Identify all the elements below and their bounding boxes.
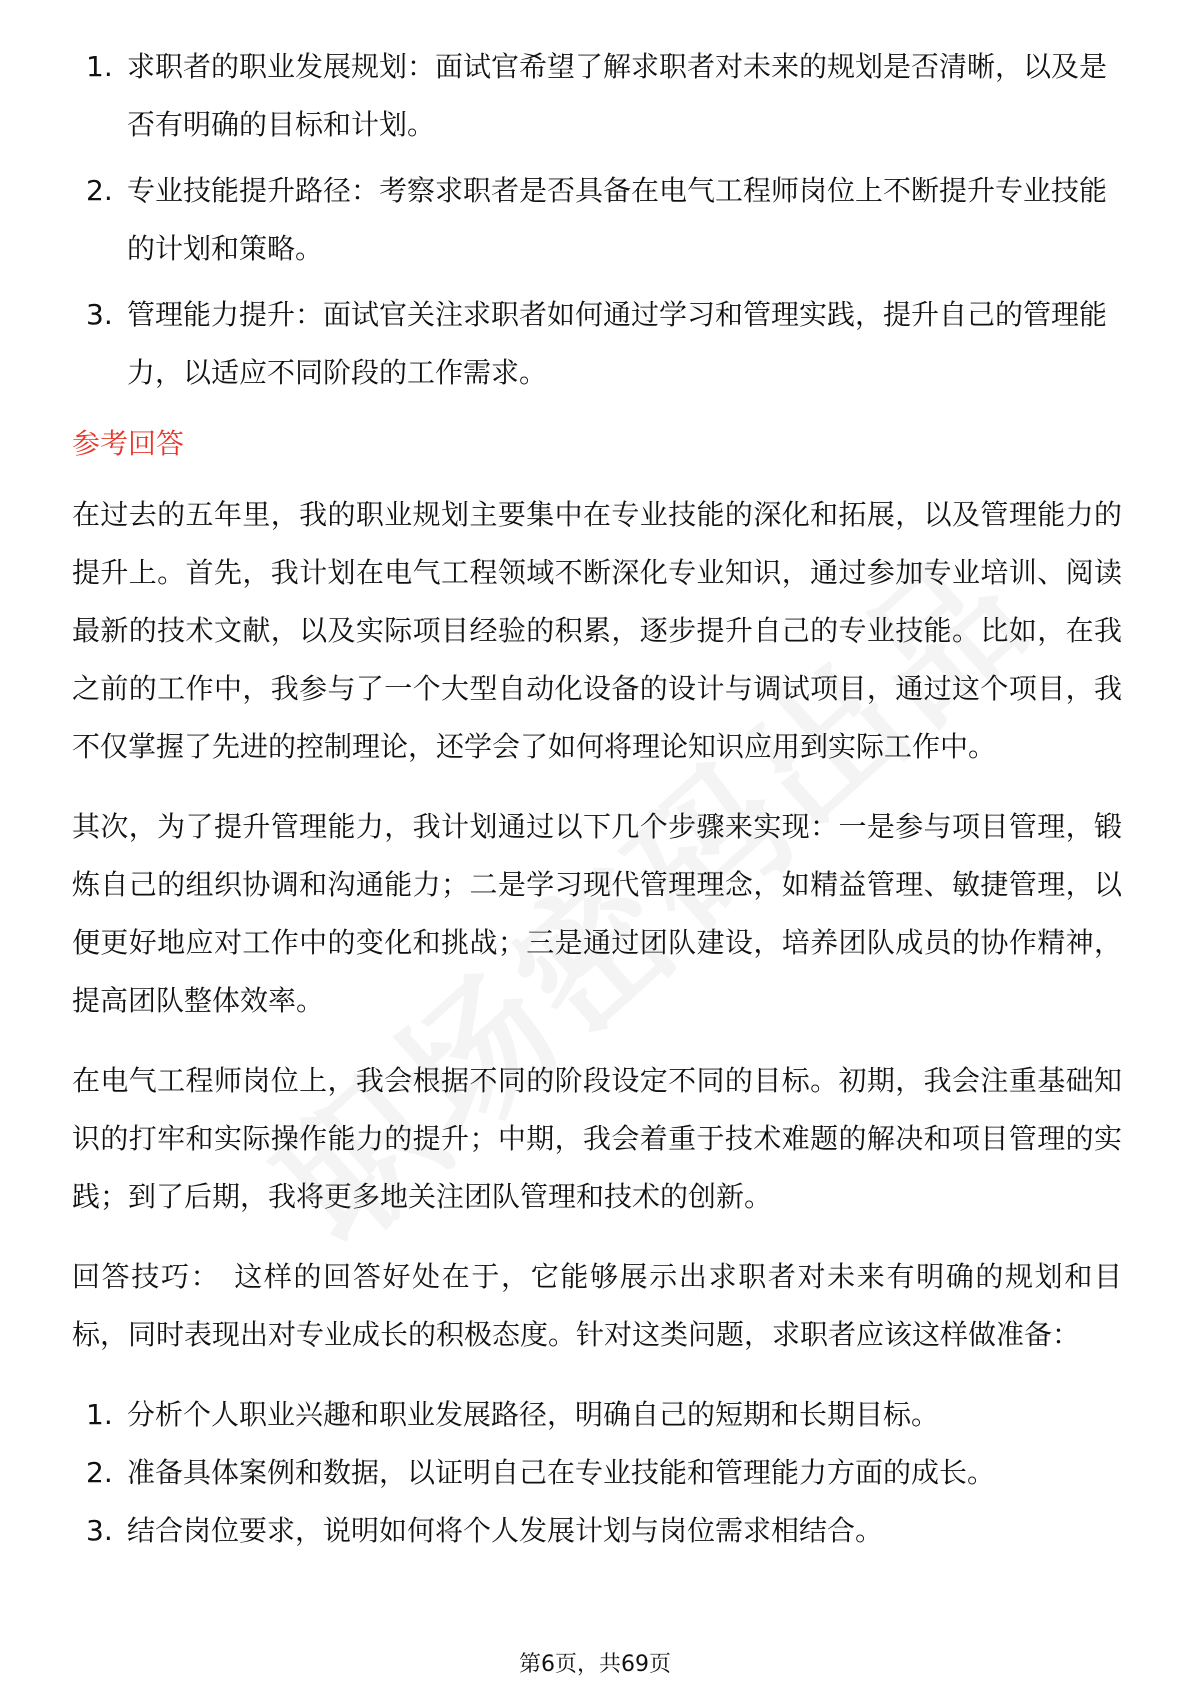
list-item — [72, 1502, 1122, 1560]
list-item-text: 专业技能提升路径：考察求职者是否具备在电气工程师岗位上不断提升专业技能的计划和策略。 — [127, 174, 1108, 265]
list-item-number: 1. — [86, 50, 113, 83]
list-item-text: 管理能力提升：面试官关注求职者如何通过学习和管理实践，提升自己的管理能力，以适应不同阶段的工作需求。 — [127, 298, 1108, 389]
page-number-footer: 第6页，共69页 — [519, 1652, 671, 1677]
page-content — [72, 38, 1122, 1560]
tips-label: 回答技巧： — [72, 1260, 221, 1293]
section-title: 参考回答 — [72, 427, 185, 460]
list-item — [72, 286, 1122, 402]
tips-paragraph — [72, 1248, 1122, 1364]
tips-text: 这样的回答好处在于，它能够展示出求职者对未来有明确的规划和目标，同时表现出对专业成长的积极态度。针对这类问题，求职者应该这样做准备： — [72, 1260, 1122, 1351]
list-item-number: 2. — [86, 1456, 113, 1489]
list-item-number: 3. — [86, 1514, 113, 1547]
list-item-text: 求职者的职业发展规划：面试官希望了解求职者对未来的规划是否清晰，以及是否有明确的目标和计划。 — [127, 50, 1108, 141]
list-item — [72, 1444, 1122, 1502]
list-item — [72, 38, 1122, 154]
list-item-number: 2. — [86, 174, 113, 207]
answer-paragraph: 在过去的五年里，我的职业规划主要集中在专业技能的深化和拓展，以及管理能力的提升上。首先，我计划在电气工程领域不断深化专业知识，通过参加专业培训、阅读最新的技术文献，以及实际项目经验的积累，逐步提升自己的专业技能。比如，在我之前的工作中，我参与了一个大型自动化设备的设计与调试项目，通过这个项目，我不仅掌握了先进的控制理论，还学会了如何将理论知识应用到实际工作中。 — [72, 498, 1122, 763]
list-item-text: 分析个人职业兴趣和职业发展路径，明确自己的短期和长期目标。 — [127, 1398, 940, 1431]
list-item-text: 准备具体案例和数据，以证明自己在专业技能和管理能力方面的成长。 — [127, 1456, 996, 1489]
list-item-number: 1. — [86, 1398, 113, 1431]
answer-paragraph: 其次，为了提升管理能力，我计划通过以下几个步骤来实现：一是参与项目管理，锻炼自己的组织协调和沟通能力；二是学习现代管理理念，如精益管理、敏捷管理，以便更好地应对工作中的变化和挑战；三是通过团队建设，培养团队成员的协作精神，提高团队整体效率。 — [72, 810, 1122, 1017]
list-item — [72, 1386, 1122, 1444]
list-item — [72, 162, 1122, 278]
preparation-list — [72, 1386, 1122, 1560]
answer-paragraph: 在电气工程师岗位上，我会根据不同的阶段设定不同的目标。初期，我会注重基础知识的打牢和实际操作能力的提升；中期，我会着重于技术难题的解决和项目管理的实践；到了后期，我将更多地关注团队管理和技术的创新。 — [72, 1064, 1122, 1213]
list-item-text: 结合岗位要求，说明如何将个人发展计划与岗位需求相结合。 — [127, 1514, 884, 1547]
list-item-number: 3. — [86, 298, 113, 331]
evaluation-points-list — [72, 38, 1122, 402]
